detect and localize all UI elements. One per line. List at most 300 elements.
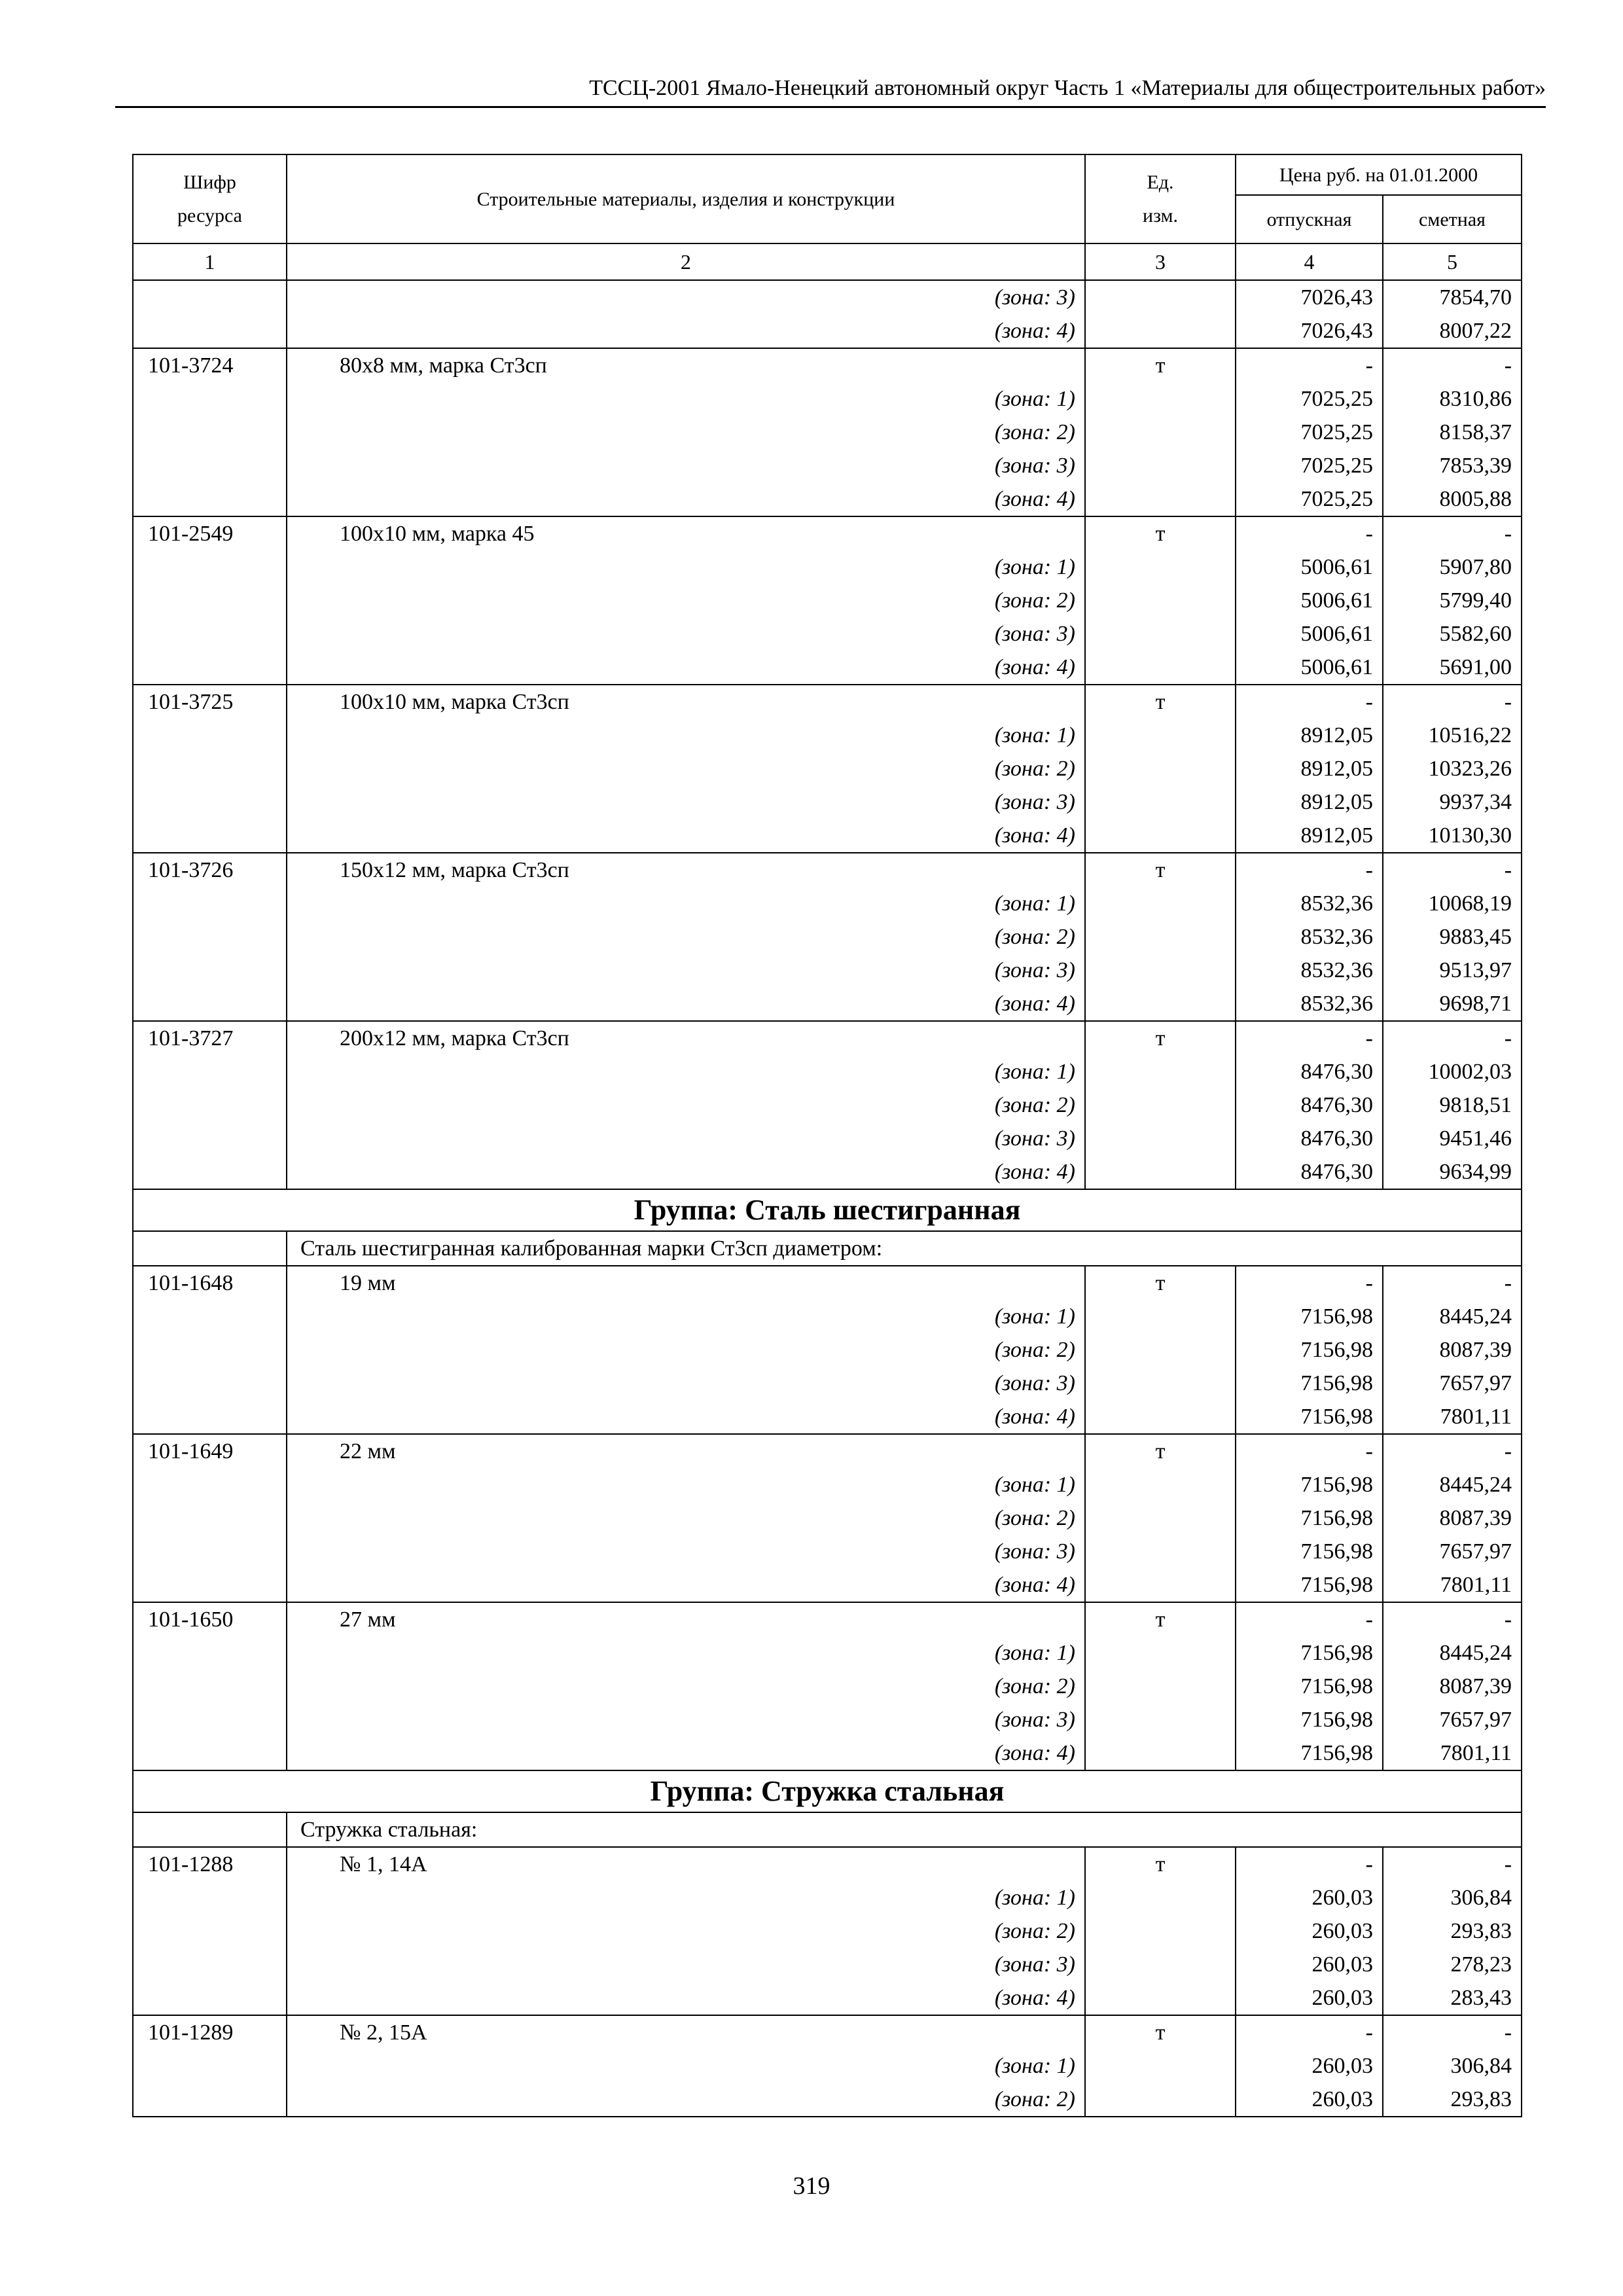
estimate-price: 8445,24 bbox=[1383, 1300, 1522, 1333]
release-price: 8532,36 bbox=[1236, 987, 1383, 1021]
empty-cell bbox=[133, 1812, 287, 1847]
empty-cell bbox=[133, 1155, 287, 1189]
release-price: 8532,36 bbox=[1236, 920, 1383, 954]
zone-row bbox=[133, 1055, 1522, 1088]
release-price: - bbox=[1236, 685, 1383, 719]
empty-cell bbox=[133, 314, 287, 348]
release-price: 260,03 bbox=[1236, 1948, 1383, 1981]
resource-code: 101-3725 bbox=[133, 685, 287, 719]
empty-cell bbox=[133, 1914, 287, 1948]
empty-cell bbox=[1085, 584, 1236, 617]
empty-cell bbox=[1085, 1122, 1236, 1155]
empty-cell bbox=[133, 1400, 287, 1434]
empty-cell bbox=[133, 1300, 287, 1333]
zone-label: (зона: 2) bbox=[287, 2083, 1085, 2117]
zone-row bbox=[133, 2049, 1522, 2083]
header-estimate-price: сметная bbox=[1383, 195, 1522, 243]
empty-cell bbox=[1085, 920, 1236, 954]
empty-cell bbox=[1085, 785, 1236, 819]
release-price: 7156,98 bbox=[1236, 1300, 1383, 1333]
zone-row bbox=[133, 1333, 1522, 1367]
estimate-price: 9937,34 bbox=[1383, 785, 1522, 819]
estimate-price: 293,83 bbox=[1383, 2083, 1522, 2117]
zone-row bbox=[133, 2083, 1522, 2117]
estimate-price: 278,23 bbox=[1383, 1948, 1522, 1981]
zone-row bbox=[133, 1636, 1522, 1670]
estimate-price: 7801,11 bbox=[1383, 1400, 1522, 1434]
estimate-price: 8158,37 bbox=[1383, 416, 1522, 449]
estimate-price: 7801,11 bbox=[1383, 1736, 1522, 1770]
empty-cell bbox=[133, 1367, 287, 1400]
zone-row bbox=[133, 1914, 1522, 1948]
empty-cell bbox=[133, 954, 287, 987]
estimate-price: 5582,60 bbox=[1383, 617, 1522, 651]
zone-row bbox=[133, 651, 1522, 685]
header-name: Строительные материалы, изделия и конструкции bbox=[287, 154, 1085, 243]
header-price: Цена руб. на 01.01.2000 bbox=[1236, 154, 1522, 195]
release-price: 7156,98 bbox=[1236, 1670, 1383, 1703]
release-price: - bbox=[1236, 1434, 1383, 1468]
empty-cell bbox=[1085, 887, 1236, 920]
material-name: № 1, 14А bbox=[287, 1847, 1085, 1881]
zone-row bbox=[133, 785, 1522, 819]
empty-cell bbox=[133, 1088, 287, 1122]
release-price: 260,03 bbox=[1236, 1981, 1383, 2015]
column-number: 2 bbox=[287, 243, 1085, 280]
unit-cell: т bbox=[1085, 348, 1236, 382]
estimate-price: 8310,86 bbox=[1383, 382, 1522, 416]
estimate-price: 8087,39 bbox=[1383, 1670, 1522, 1703]
empty-cell bbox=[1085, 719, 1236, 752]
empty-cell bbox=[1085, 651, 1236, 685]
release-price: 8476,30 bbox=[1236, 1155, 1383, 1189]
estimate-price: 7853,39 bbox=[1383, 449, 1522, 482]
zone-label: (зона: 1) bbox=[287, 1468, 1085, 1501]
empty-cell bbox=[133, 2083, 287, 2117]
table-row bbox=[133, 685, 1522, 719]
empty-cell bbox=[133, 1736, 287, 1770]
group-row bbox=[133, 1189, 1522, 1231]
unit-cell: т bbox=[1085, 1266, 1236, 1300]
table-header bbox=[133, 154, 1522, 280]
zone-label: (зона: 2) bbox=[287, 416, 1085, 449]
empty-cell bbox=[133, 1055, 287, 1088]
zone-row bbox=[133, 1155, 1522, 1189]
estimate-price: - bbox=[1383, 853, 1522, 887]
estimate-price: 7657,97 bbox=[1383, 1367, 1522, 1400]
unit-cell: т bbox=[1085, 685, 1236, 719]
zone-label: (зона: 1) bbox=[287, 887, 1085, 920]
zone-row bbox=[133, 1468, 1522, 1501]
empty-cell bbox=[133, 1670, 287, 1703]
empty-cell bbox=[1085, 416, 1236, 449]
column-number: 5 bbox=[1383, 243, 1522, 280]
zone-row bbox=[133, 584, 1522, 617]
empty-cell bbox=[1085, 1055, 1236, 1088]
material-name: 27 мм bbox=[287, 1602, 1085, 1636]
empty-cell bbox=[1085, 1088, 1236, 1122]
zone-row bbox=[133, 1367, 1522, 1400]
table-body bbox=[133, 280, 1522, 2117]
empty-cell bbox=[1085, 1333, 1236, 1367]
estimate-price: 5907,80 bbox=[1383, 550, 1522, 584]
zone-row bbox=[133, 1736, 1522, 1770]
resource-code: 101-3724 bbox=[133, 348, 287, 382]
estimate-price: 5691,00 bbox=[1383, 651, 1522, 685]
estimate-price: - bbox=[1383, 1021, 1522, 1055]
estimate-price: 10130,30 bbox=[1383, 819, 1522, 853]
zone-label: (зона: 1) bbox=[287, 1300, 1085, 1333]
empty-cell bbox=[133, 280, 287, 314]
estimate-price: - bbox=[1383, 2015, 1522, 2049]
empty-cell bbox=[1085, 1948, 1236, 1981]
group-row bbox=[133, 1770, 1522, 1812]
resource-code: 101-1648 bbox=[133, 1266, 287, 1300]
release-price: - bbox=[1236, 1021, 1383, 1055]
empty-cell bbox=[133, 819, 287, 853]
zone-label: (зона: 2) bbox=[287, 920, 1085, 954]
release-price: 5006,61 bbox=[1236, 584, 1383, 617]
empty-cell bbox=[133, 1703, 287, 1736]
empty-cell bbox=[1085, 617, 1236, 651]
release-price: 260,03 bbox=[1236, 2049, 1383, 2083]
release-price: - bbox=[1236, 1847, 1383, 1881]
material-name: 100х10 мм, марка Ст3сп bbox=[287, 685, 1085, 719]
estimate-price: - bbox=[1383, 1434, 1522, 1468]
release-price: - bbox=[1236, 1602, 1383, 1636]
empty-cell bbox=[133, 1981, 287, 2015]
zone-label: (зона: 4) bbox=[287, 1155, 1085, 1189]
zone-label: (зона: 1) bbox=[287, 550, 1085, 584]
zone-label: (зона: 3) bbox=[287, 1535, 1085, 1568]
estimate-price: 7657,97 bbox=[1383, 1535, 1522, 1568]
zone-row bbox=[133, 1670, 1522, 1703]
estimate-price: - bbox=[1383, 516, 1522, 550]
release-price: 7156,98 bbox=[1236, 1636, 1383, 1670]
estimate-price: 8005,88 bbox=[1383, 482, 1522, 516]
zone-row bbox=[133, 482, 1522, 516]
zone-row bbox=[133, 819, 1522, 853]
material-name: 22 мм bbox=[287, 1434, 1085, 1468]
release-price: 7026,43 bbox=[1236, 280, 1383, 314]
empty-cell bbox=[133, 785, 287, 819]
document-title: ТССЦ-2001 Ямало-Ненецкий автономный округ Часть 1 «Материалы для общестроительных работ» bbox=[589, 76, 1546, 100]
estimate-price: 7801,11 bbox=[1383, 1568, 1522, 1602]
zone-label: (зона: 3) bbox=[287, 954, 1085, 987]
empty-cell bbox=[1085, 1881, 1236, 1914]
zone-label: (зона: 2) bbox=[287, 1501, 1085, 1535]
zone-label: (зона: 3) bbox=[287, 785, 1085, 819]
release-price: 260,03 bbox=[1236, 2083, 1383, 2117]
release-price: - bbox=[1236, 2015, 1383, 2049]
zone-label: (зона: 4) bbox=[287, 1981, 1085, 2015]
estimate-price: 9451,46 bbox=[1383, 1122, 1522, 1155]
empty-cell bbox=[133, 416, 287, 449]
release-price: 7156,98 bbox=[1236, 1400, 1383, 1434]
empty-cell bbox=[1085, 1636, 1236, 1670]
estimate-price: 10516,22 bbox=[1383, 719, 1522, 752]
zone-row bbox=[133, 1568, 1522, 1602]
unit-cell: т bbox=[1085, 853, 1236, 887]
table-row bbox=[133, 2015, 1522, 2049]
estimate-price: 10323,26 bbox=[1383, 752, 1522, 785]
empty-cell bbox=[133, 1636, 287, 1670]
release-price: 8532,36 bbox=[1236, 887, 1383, 920]
zone-row bbox=[133, 1535, 1522, 1568]
zone-label: (зона: 2) bbox=[287, 1333, 1085, 1367]
zone-row bbox=[133, 987, 1522, 1021]
empty-cell bbox=[133, 1535, 287, 1568]
release-price: 7156,98 bbox=[1236, 1333, 1383, 1367]
release-price: 7025,25 bbox=[1236, 416, 1383, 449]
resource-code: 101-2549 bbox=[133, 516, 287, 550]
zone-row bbox=[133, 1400, 1522, 1434]
release-price: 8476,30 bbox=[1236, 1055, 1383, 1088]
zone-label: (зона: 2) bbox=[287, 1914, 1085, 1948]
subtitle-row bbox=[133, 1812, 1522, 1847]
header-unit: Ед. изм. bbox=[1085, 154, 1236, 243]
release-price: 8476,30 bbox=[1236, 1122, 1383, 1155]
zone-label: (зона: 1) bbox=[287, 382, 1085, 416]
release-price: 7156,98 bbox=[1236, 1568, 1383, 1602]
estimate-price: 10068,19 bbox=[1383, 887, 1522, 920]
material-name: 100х10 мм, марка 45 bbox=[287, 516, 1085, 550]
estimate-price: 283,43 bbox=[1383, 1981, 1522, 2015]
header-code: Шифр ресурса bbox=[133, 154, 287, 243]
zone-row bbox=[133, 416, 1522, 449]
zone-label: (зона: 4) bbox=[287, 1736, 1085, 1770]
empty-cell bbox=[133, 482, 287, 516]
empty-cell bbox=[133, 752, 287, 785]
release-price: - bbox=[1236, 1266, 1383, 1300]
zone-label: (зона: 3) bbox=[287, 1703, 1085, 1736]
estimate-price: 306,84 bbox=[1383, 2049, 1522, 2083]
release-price: 5006,61 bbox=[1236, 550, 1383, 584]
empty-cell bbox=[1085, 752, 1236, 785]
price-table bbox=[132, 154, 1522, 2117]
zone-label: (зона: 1) bbox=[287, 1055, 1085, 1088]
unit-cell: т bbox=[1085, 2015, 1236, 2049]
zone-row bbox=[133, 887, 1522, 920]
estimate-price: 306,84 bbox=[1383, 1881, 1522, 1914]
resource-code: 101-3727 bbox=[133, 1021, 287, 1055]
empty-cell bbox=[133, 920, 287, 954]
empty-cell bbox=[133, 887, 287, 920]
zone-label: (зона: 4) bbox=[287, 1568, 1085, 1602]
empty-cell bbox=[1085, 1400, 1236, 1434]
zone-row bbox=[133, 550, 1522, 584]
empty-cell bbox=[1085, 1300, 1236, 1333]
empty-cell bbox=[133, 719, 287, 752]
zone-row bbox=[133, 1122, 1522, 1155]
estimate-price: 9698,71 bbox=[1383, 987, 1522, 1021]
zone-row bbox=[133, 954, 1522, 987]
estimate-price: - bbox=[1383, 348, 1522, 382]
resource-code: 101-1649 bbox=[133, 1434, 287, 1468]
estimate-price: 8445,24 bbox=[1383, 1468, 1522, 1501]
empty-cell bbox=[133, 1122, 287, 1155]
zone-label: (зона: 4) bbox=[287, 651, 1085, 685]
empty-cell bbox=[1085, 1155, 1236, 1189]
zone-label: (зона: 2) bbox=[287, 584, 1085, 617]
zone-row bbox=[133, 719, 1522, 752]
empty-cell bbox=[1085, 1703, 1236, 1736]
page-header bbox=[115, 73, 1546, 108]
subtitle-row bbox=[133, 1231, 1522, 1266]
subtitle-text: Сталь шестигранная калиброванная марки Ст3сп диаметром: bbox=[287, 1231, 1522, 1266]
empty-cell bbox=[133, 651, 287, 685]
release-price: 8912,05 bbox=[1236, 719, 1383, 752]
zone-label: (зона: 4) bbox=[287, 819, 1085, 853]
estimate-price: - bbox=[1383, 1266, 1522, 1300]
estimate-price: 9818,51 bbox=[1383, 1088, 1522, 1122]
group-title: Группа: Стружка стальная bbox=[133, 1770, 1522, 1812]
table-row bbox=[133, 348, 1522, 382]
empty-cell bbox=[133, 1948, 287, 1981]
zone-label: (зона: 1) bbox=[287, 1636, 1085, 1670]
zone-label: (зона: 1) bbox=[287, 2049, 1085, 2083]
release-price: 8912,05 bbox=[1236, 785, 1383, 819]
table-row bbox=[133, 1266, 1522, 1300]
empty-cell bbox=[133, 1501, 287, 1535]
unit-cell: т bbox=[1085, 1602, 1236, 1636]
release-price: - bbox=[1236, 348, 1383, 382]
release-price: 8476,30 bbox=[1236, 1088, 1383, 1122]
estimate-price: 8087,39 bbox=[1383, 1501, 1522, 1535]
estimate-price: 293,83 bbox=[1383, 1914, 1522, 1948]
table-row bbox=[133, 853, 1522, 887]
resource-code: 101-1288 bbox=[133, 1847, 287, 1881]
estimate-price: 7657,97 bbox=[1383, 1703, 1522, 1736]
zone-label: (зона: 3) bbox=[287, 449, 1085, 482]
zone-row bbox=[133, 382, 1522, 416]
zone-row bbox=[133, 1501, 1522, 1535]
estimate-price: 8445,24 bbox=[1383, 1636, 1522, 1670]
release-price: - bbox=[1236, 516, 1383, 550]
empty-cell bbox=[133, 987, 287, 1021]
empty-cell bbox=[133, 449, 287, 482]
resource-code: 101-1289 bbox=[133, 2015, 287, 2049]
column-number: 1 bbox=[133, 243, 287, 280]
release-price: - bbox=[1236, 853, 1383, 887]
estimate-price: 9513,97 bbox=[1383, 954, 1522, 987]
estimate-price: - bbox=[1383, 1602, 1522, 1636]
table-row bbox=[133, 1602, 1522, 1636]
column-number: 3 bbox=[1085, 243, 1236, 280]
estimate-price: - bbox=[1383, 1847, 1522, 1881]
empty-cell bbox=[1085, 382, 1236, 416]
estimate-price: 8007,22 bbox=[1383, 314, 1522, 348]
empty-cell bbox=[1085, 1568, 1236, 1602]
empty-cell bbox=[1085, 2083, 1236, 2117]
page-number: 319 bbox=[793, 2172, 830, 2200]
zone-row bbox=[133, 1881, 1522, 1914]
resource-code: 101-3726 bbox=[133, 853, 287, 887]
subtitle-text: Стружка стальная: bbox=[287, 1812, 1522, 1847]
zone-row bbox=[133, 1703, 1522, 1736]
zone-row bbox=[133, 1981, 1522, 2015]
zone-label: (зона: 4) bbox=[287, 482, 1085, 516]
empty-cell bbox=[133, 1468, 287, 1501]
empty-cell bbox=[1085, 819, 1236, 853]
release-price: 8532,36 bbox=[1236, 954, 1383, 987]
zone-row bbox=[133, 1088, 1522, 1122]
empty-cell bbox=[1085, 1501, 1236, 1535]
resource-code: 101-1650 bbox=[133, 1602, 287, 1636]
zone-label: (зона: 2) bbox=[287, 752, 1085, 785]
zone-label: (зона: 4) bbox=[287, 987, 1085, 1021]
release-price: 7025,25 bbox=[1236, 382, 1383, 416]
zone-label: (зона: 2) bbox=[287, 1088, 1085, 1122]
empty-cell bbox=[133, 584, 287, 617]
release-price: 5006,61 bbox=[1236, 617, 1383, 651]
estimate-price: 9883,45 bbox=[1383, 920, 1522, 954]
zone-label: (зона: 3) bbox=[287, 1122, 1085, 1155]
release-price: 7156,98 bbox=[1236, 1703, 1383, 1736]
table-row bbox=[133, 1021, 1522, 1055]
material-name: 200х12 мм, марка Ст3сп bbox=[287, 1021, 1085, 1055]
zone-row bbox=[133, 314, 1522, 348]
zone-label: (зона: 3) bbox=[287, 1948, 1085, 1981]
empty-cell bbox=[133, 382, 287, 416]
release-price: 7026,43 bbox=[1236, 314, 1383, 348]
empty-cell bbox=[1085, 550, 1236, 584]
release-price: 8912,05 bbox=[1236, 752, 1383, 785]
header-release-price: отпускная bbox=[1236, 195, 1383, 243]
unit-cell: т bbox=[1085, 1434, 1236, 1468]
zone-label: (зона: 1) bbox=[287, 719, 1085, 752]
zone-row bbox=[133, 920, 1522, 954]
empty-cell bbox=[133, 1231, 287, 1266]
zone-label: (зона: 1) bbox=[287, 1881, 1085, 1914]
empty-cell bbox=[1085, 1670, 1236, 1703]
release-price: 7025,25 bbox=[1236, 449, 1383, 482]
zone-label: (зона: 4) bbox=[287, 1400, 1085, 1434]
empty-cell bbox=[1085, 987, 1236, 1021]
release-price: 7156,98 bbox=[1236, 1535, 1383, 1568]
empty-cell bbox=[1085, 314, 1236, 348]
zone-row bbox=[133, 1948, 1522, 1981]
empty-cell bbox=[133, 1881, 287, 1914]
release-price: 8912,05 bbox=[1236, 819, 1383, 853]
empty-cell bbox=[1085, 1468, 1236, 1501]
zone-label: (зона: 2) bbox=[287, 1670, 1085, 1703]
estimate-price: 10002,03 bbox=[1383, 1055, 1522, 1088]
empty-cell bbox=[1085, 1981, 1236, 2015]
empty-cell bbox=[1085, 1535, 1236, 1568]
unit-cell: т bbox=[1085, 516, 1236, 550]
empty-cell bbox=[1085, 449, 1236, 482]
unit-cell: т bbox=[1085, 1847, 1236, 1881]
release-price: 7025,25 bbox=[1236, 482, 1383, 516]
empty-cell bbox=[133, 1568, 287, 1602]
material-name: 80х8 мм, марка Ст3сп bbox=[287, 348, 1085, 382]
release-price: 260,03 bbox=[1236, 1914, 1383, 1948]
zone-label: (зона: 4) bbox=[287, 314, 1085, 348]
empty-cell bbox=[1085, 1914, 1236, 1948]
release-price: 7156,98 bbox=[1236, 1736, 1383, 1770]
empty-cell bbox=[1085, 954, 1236, 987]
estimate-price: 8087,39 bbox=[1383, 1333, 1522, 1367]
estimate-price: - bbox=[1383, 685, 1522, 719]
table-row bbox=[133, 1847, 1522, 1881]
table-row bbox=[133, 516, 1522, 550]
estimate-price: 5799,40 bbox=[1383, 584, 1522, 617]
release-price: 7156,98 bbox=[1236, 1468, 1383, 1501]
empty-cell bbox=[1085, 1367, 1236, 1400]
empty-cell bbox=[1085, 280, 1236, 314]
release-price: 7156,98 bbox=[1236, 1367, 1383, 1400]
